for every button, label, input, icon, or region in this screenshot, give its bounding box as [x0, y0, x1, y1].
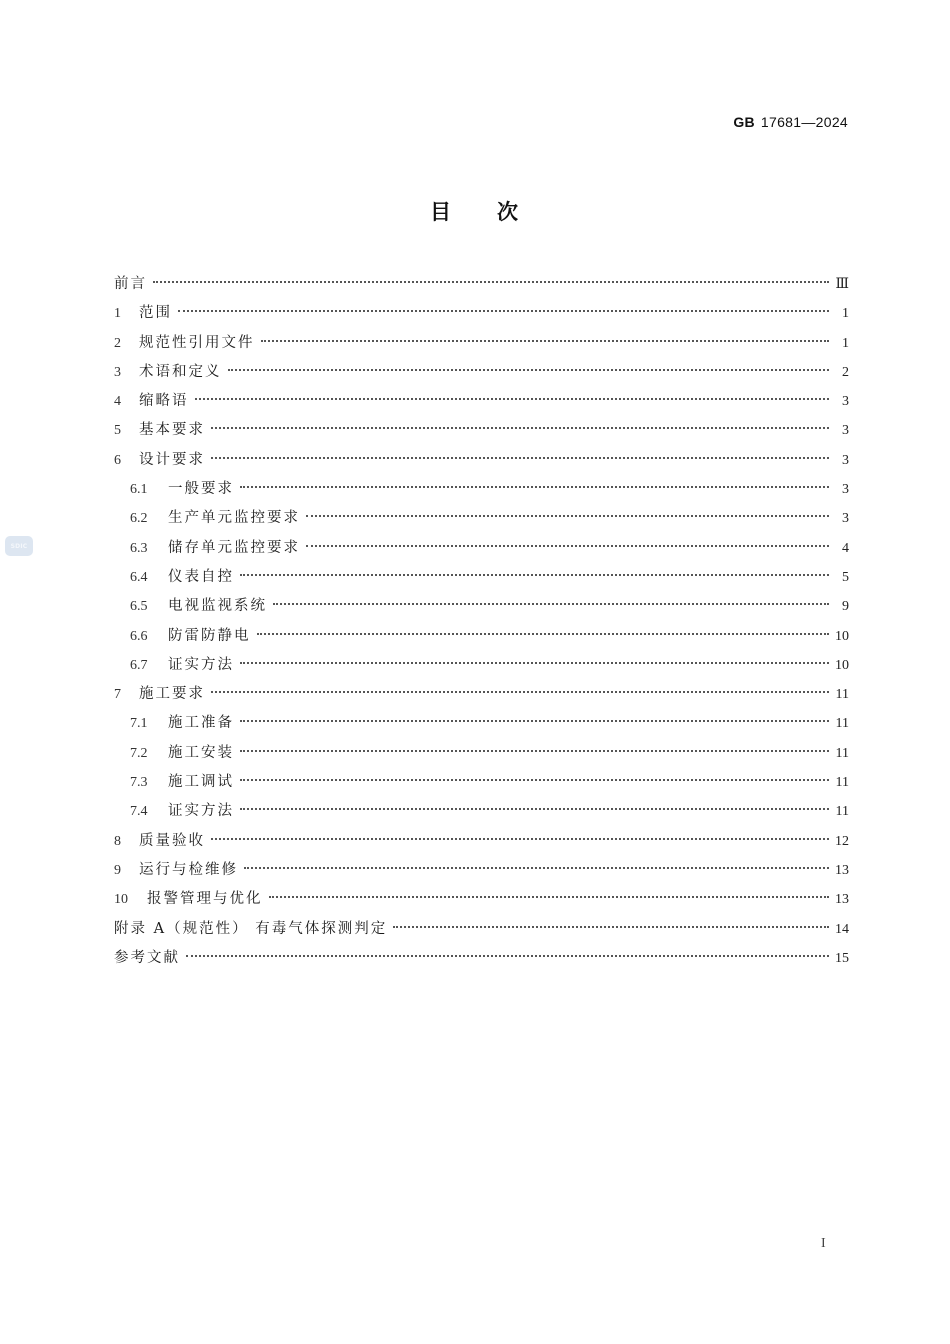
toc-entry-page: 11: [835, 716, 849, 732]
toc-entry-number: 7.3: [130, 775, 148, 791]
toc-entry-number: 7.2: [130, 745, 148, 761]
toc-entry[interactable]: [114, 504, 849, 533]
toc-entry[interactable]: [114, 739, 849, 768]
toc-entry-page: 9: [842, 599, 849, 615]
toc-entry[interactable]: [114, 680, 849, 709]
dot-leader: [306, 515, 829, 517]
toc-entry-label: 质量验收: [139, 832, 205, 849]
toc-entry[interactable]: [114, 416, 849, 445]
toc-entry-label: 基本要求: [139, 422, 205, 439]
dot-leader: [273, 603, 829, 605]
dot-leader: [306, 545, 829, 547]
toc-entry-page: 2: [842, 364, 849, 380]
dot-leader: [261, 340, 830, 342]
toc-entry-label: 证实方法: [168, 656, 234, 673]
dot-leader: [240, 574, 829, 576]
dot-leader: [240, 720, 829, 722]
toc-entry-label: 仪表自控: [168, 568, 234, 585]
dot-leader: [211, 457, 829, 459]
toc-entry-number: 5: [114, 423, 121, 439]
toc-entry-label: 参考文献: [114, 949, 180, 966]
toc-entry-label: 前言: [114, 276, 147, 292]
toc-entry-label: 附录 A（规范性） 有毒气体探测判定: [114, 920, 388, 937]
gb-prefix: GB: [733, 114, 755, 130]
toc-entry[interactable]: [114, 358, 849, 387]
toc-entry-label: 范围: [139, 305, 172, 322]
toc-entry-page: Ⅲ: [835, 277, 849, 292]
toc-entry[interactable]: [114, 329, 849, 358]
toc-entry-number: 8: [114, 833, 121, 849]
toc-entry-label: 防雷防静电: [168, 627, 251, 644]
toc-entry-label: 生产单元监控要求: [168, 510, 300, 527]
toc-entry-label: 施工要求: [139, 686, 205, 703]
toc-entry[interactable]: [114, 797, 849, 826]
toc-entry-number: 6.5: [130, 599, 148, 615]
toc-entry-label: 设计要求: [139, 451, 205, 468]
toc-entry[interactable]: [114, 827, 849, 856]
dot-leader: [257, 633, 830, 635]
toc-entry[interactable]: [114, 709, 849, 738]
toc-entry-page: 1: [842, 306, 849, 322]
toc-entry-page: 3: [842, 482, 849, 498]
toc-entry-label: 证实方法: [168, 803, 234, 820]
toc-entry[interactable]: [114, 651, 849, 680]
toc-entry-number: 6.3: [130, 540, 148, 556]
toc-entry-page: 3: [842, 423, 849, 439]
dot-leader: [240, 808, 829, 810]
toc-entry-page: 10: [835, 657, 849, 673]
toc-entry-page: 3: [842, 394, 849, 410]
dot-leader: [153, 281, 829, 283]
toc-entry-number: 1: [114, 306, 121, 322]
toc-entry[interactable]: [114, 885, 849, 914]
dot-leader: [211, 691, 829, 693]
page-title: 目次: [430, 200, 564, 224]
toc-entry-label: 施工调试: [168, 774, 234, 791]
toc-entry-number: 6: [114, 452, 121, 468]
toc-entry-page: 3: [842, 452, 849, 468]
dot-leader: [228, 369, 830, 371]
dot-leader: [269, 896, 830, 898]
toc-entry-page: 14: [835, 921, 849, 937]
toc-entry-page: 10: [835, 628, 849, 644]
toc-entry-number: 4: [114, 394, 121, 410]
toc-entry[interactable]: [114, 299, 849, 328]
toc-entry-number: 6.4: [130, 569, 148, 585]
toc-entry-page: 13: [835, 892, 849, 908]
toc-entry[interactable]: [114, 856, 849, 885]
toc-entry-number: 7.1: [130, 716, 148, 732]
toc-entry-page: 1: [842, 335, 849, 351]
toc-entry-label: 施工准备: [168, 715, 234, 732]
toc-entry-label: 电视监视系统: [168, 598, 267, 615]
toc-entry-page: 12: [835, 833, 849, 849]
toc-entry[interactable]: [114, 387, 849, 416]
dot-leader: [240, 750, 829, 752]
toc-entry-label: 施工安装: [168, 744, 234, 761]
toc-entry-page: 11: [835, 804, 849, 820]
toc-entry-page: 5: [842, 569, 849, 585]
toc-entry-page: 3: [842, 511, 849, 527]
dot-leader: [211, 427, 829, 429]
toc-entry-label: 报警管理与优化: [147, 891, 263, 908]
toc-entry[interactable]: [114, 475, 849, 504]
toc-entry-label: 储存单元监控要求: [168, 539, 300, 556]
toc-entry-page: 11: [835, 687, 849, 703]
dot-leader: [244, 867, 829, 869]
page-number: I: [821, 1236, 826, 1251]
toc-entry-label: 规范性引用文件: [139, 334, 255, 351]
toc-entry[interactable]: [114, 534, 849, 563]
dot-leader: [178, 310, 829, 312]
toc-entry-number: 3: [114, 364, 121, 380]
toc-entry-page: 11: [835, 745, 849, 761]
toc-entry[interactable]: [114, 944, 849, 973]
dot-leader: [393, 926, 829, 928]
dot-leader: [195, 398, 830, 400]
standard-number: 17681—2024: [760, 114, 848, 130]
dot-leader: [240, 779, 829, 781]
toc-entry-number: 6.6: [130, 628, 148, 644]
toc-entry-number: 6.2: [130, 511, 148, 527]
toc-entry-number: 6.1: [130, 482, 148, 498]
toc-entry-number: 9: [114, 862, 121, 878]
dot-leader: [211, 838, 829, 840]
toc-entry-number: 2: [114, 335, 121, 351]
toc-entry-page: 11: [835, 775, 849, 791]
sdic-logo-watermark: [5, 536, 33, 556]
toc-entry-page: 15: [835, 950, 849, 966]
toc-entry[interactable]: [114, 563, 849, 592]
toc-entry[interactable]: [114, 270, 849, 299]
toc-entry[interactable]: [114, 768, 849, 797]
toc-entry-page: 13: [835, 862, 849, 878]
table-of-contents: [114, 270, 849, 973]
sdic-logo-text: SDIC: [10, 542, 28, 550]
toc-entry-number: 7: [114, 687, 121, 703]
toc-entry-page: 4: [842, 540, 849, 556]
toc-entry-label: 缩略语: [139, 393, 189, 410]
toc-entry-label: 运行与检维修: [139, 861, 238, 878]
standard-code: [733, 114, 848, 130]
dot-leader: [240, 486, 829, 488]
toc-entry[interactable]: [114, 592, 849, 621]
toc-entry[interactable]: [114, 446, 849, 475]
toc-entry-number: 10: [114, 892, 128, 908]
toc-entry-label: 术语和定义: [139, 363, 222, 380]
dot-leader: [186, 955, 829, 957]
toc-entry-number: 7.4: [130, 804, 148, 820]
toc-entry-number: 6.7: [130, 657, 148, 673]
toc-entry[interactable]: [114, 915, 849, 944]
toc-entry-label: 一般要求: [168, 481, 234, 498]
toc-entry[interactable]: [114, 622, 849, 651]
dot-leader: [240, 662, 829, 664]
